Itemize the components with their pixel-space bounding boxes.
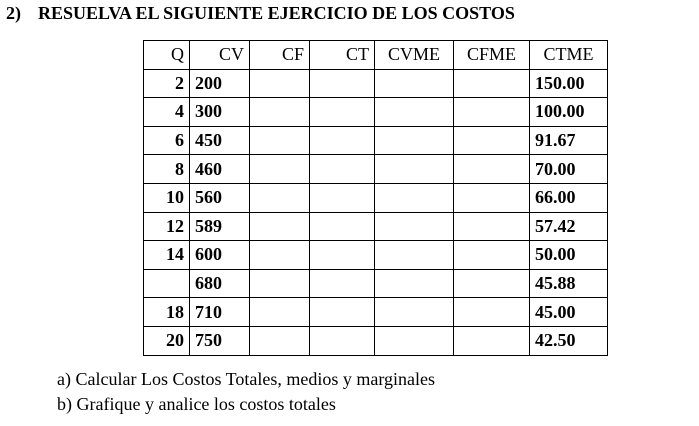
cell-cv: 460 [190,155,250,184]
cell-cvme [375,155,454,184]
cell-ct [310,326,375,355]
cell-ctme: 45.88 [530,269,608,298]
header-ct: CT [310,41,375,70]
cell-ct [310,212,375,241]
cell-ctme: 50.00 [530,241,608,270]
cell-q: 6 [144,126,190,155]
cell-cf [250,69,310,98]
instructions [57,367,435,417]
cell-cf [250,98,310,127]
table-row [144,326,608,355]
cell-cfme [454,269,530,298]
cell-cfme [454,183,530,212]
cell-q: 14 [144,241,190,270]
table-row [144,298,608,327]
cell-ctme: 150.00 [530,69,608,98]
instruction-b: b) Grafique y analice los costos totales [57,394,336,414]
cell-cfme [454,298,530,327]
cell-ctme: 100.00 [530,98,608,127]
cell-cv: 450 [190,126,250,155]
table-row [144,241,608,270]
cell-cvme [375,269,454,298]
cell-q: 10 [144,183,190,212]
header-cvme: CVME [375,41,454,70]
table-row [144,212,608,241]
cell-q: 18 [144,298,190,327]
exercise-heading [6,3,515,24]
cell-ctme: 42.50 [530,326,608,355]
table-row [144,69,608,98]
cell-ctme: 45.00 [530,298,608,327]
cell-q: 12 [144,212,190,241]
cell-cfme [454,155,530,184]
header-cfme: CFME [454,41,530,70]
cell-cfme [454,212,530,241]
cell-cv: 750 [190,326,250,355]
cell-ctme: 66.00 [530,183,608,212]
cell-cfme [454,241,530,270]
header-ctme: CTME [530,41,608,70]
cell-cf [250,126,310,155]
cell-cf [250,241,310,270]
cell-ct [310,69,375,98]
cell-cv: 560 [190,183,250,212]
cell-q: 4 [144,98,190,127]
cell-ctme: 91.67 [530,126,608,155]
cell-cv: 680 [190,269,250,298]
cell-ctme: 70.00 [530,155,608,184]
cell-cfme [454,98,530,127]
exercise-number: 2) [6,3,21,23]
cell-cvme [375,298,454,327]
cell-cvme [375,212,454,241]
cell-cvme [375,183,454,212]
cell-ct [310,241,375,270]
cell-ctme: 57.42 [530,212,608,241]
cell-cvme [375,98,454,127]
header-cv: CV [190,41,250,70]
cell-cv: 710 [190,298,250,327]
header-cf: CF [250,41,310,70]
cell-ct [310,183,375,212]
cell-ct [310,126,375,155]
cell-cv: 200 [190,69,250,98]
cell-ct [310,269,375,298]
table-row [144,269,608,298]
cell-cv: 300 [190,98,250,127]
cell-ct [310,298,375,327]
cell-q: 8 [144,155,190,184]
table-header-row [144,41,608,70]
cell-cv: 600 [190,241,250,270]
cell-cfme [454,69,530,98]
header-q: Q [144,41,190,70]
cell-q [144,269,190,298]
cell-cf [250,269,310,298]
cell-cf [250,183,310,212]
cell-cvme [375,69,454,98]
costs-table [143,40,608,356]
cell-cvme [375,241,454,270]
cell-cf [250,212,310,241]
cell-ct [310,98,375,127]
table-row [144,183,608,212]
table-row [144,98,608,127]
table-row [144,155,608,184]
cell-cv: 589 [190,212,250,241]
cell-cvme [375,126,454,155]
table-row [144,126,608,155]
cell-cvme [375,326,454,355]
cell-cfme [454,326,530,355]
cell-cfme [454,126,530,155]
cell-ct [310,155,375,184]
cell-cf [250,155,310,184]
cell-q: 2 [144,69,190,98]
cell-cf [250,326,310,355]
exercise-title: RESUELVA EL SIGUIENTE EJERCICIO DE LOS COSTOS [38,3,515,23]
cell-q: 20 [144,326,190,355]
cell-cf [250,298,310,327]
instruction-a: a) Calcular Los Costos Totales, medios y marginales [57,369,436,389]
